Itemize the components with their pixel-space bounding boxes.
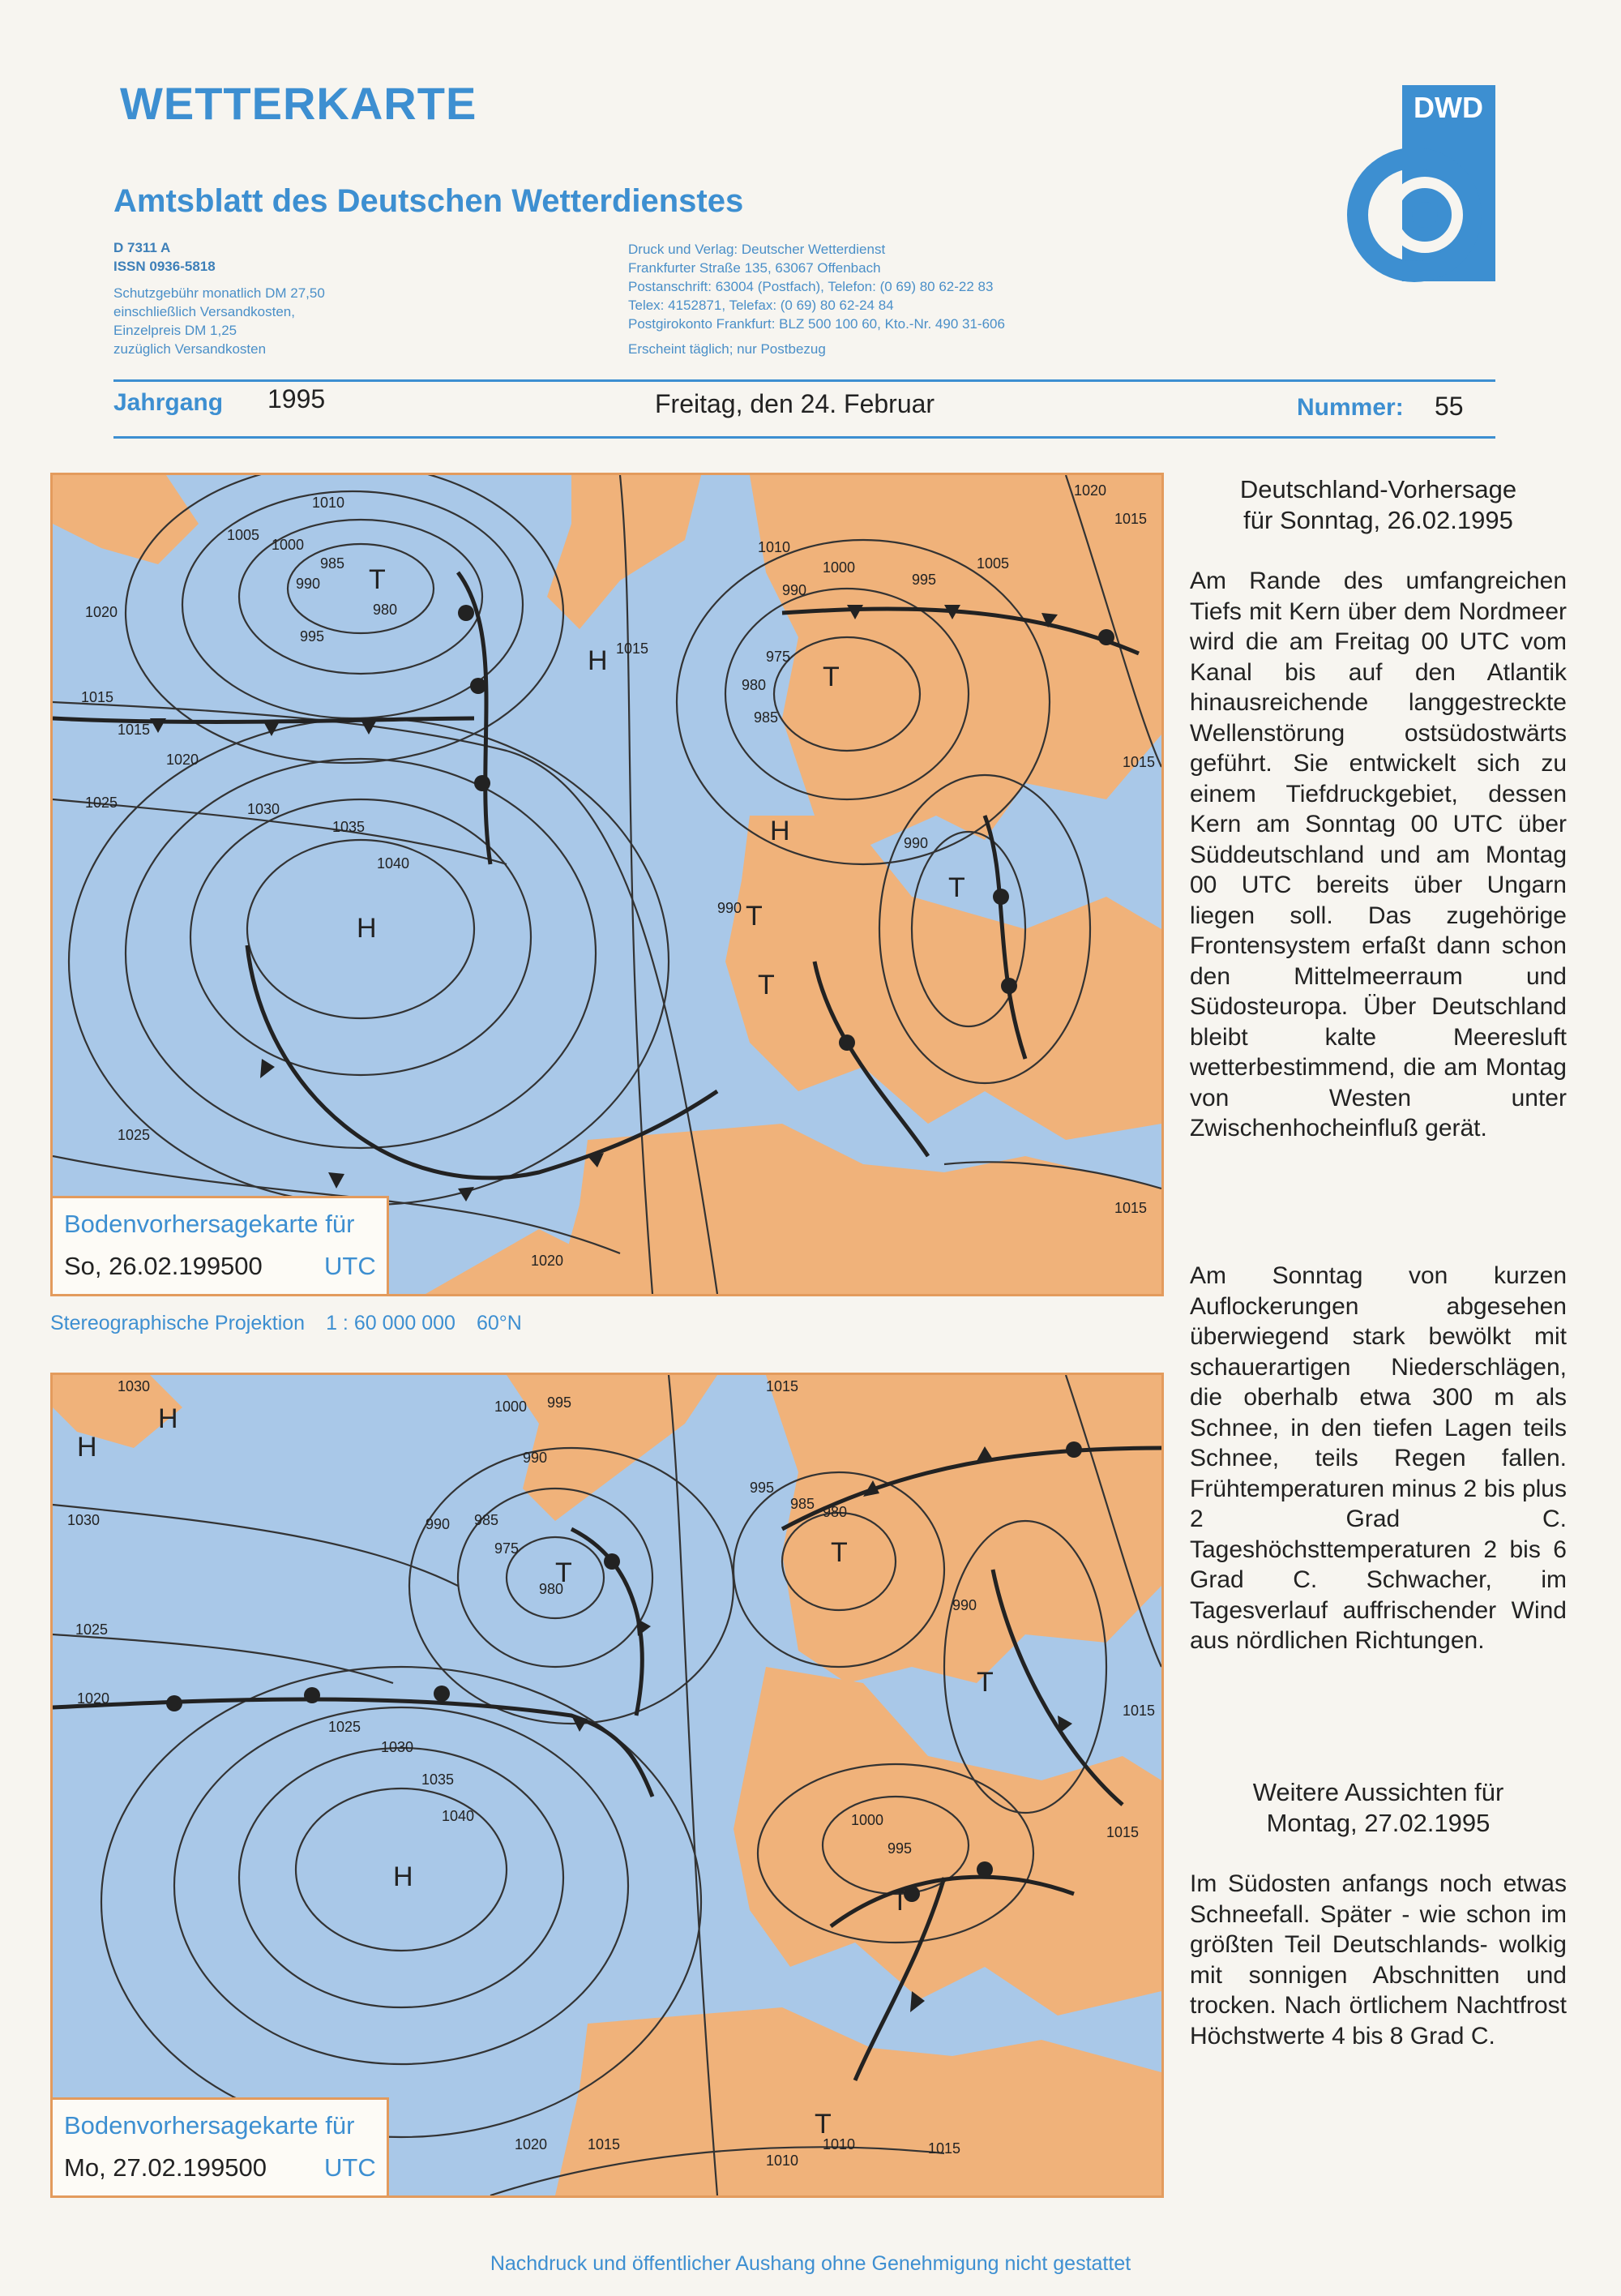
info-line: zuzüglich Versandkosten <box>113 341 267 357</box>
isobar-label: 1015 <box>588 2136 621 2152</box>
isobar-label: 995 <box>912 572 937 588</box>
info-line: Telex: 4152871, Telefax: (0 69) 80 62-24 84 <box>628 298 894 313</box>
isobar-label: 1020 <box>166 752 199 768</box>
isobar-label: 995 <box>547 1394 572 1411</box>
caption-date-value: Mo, 27.02.1995 <box>64 2153 239 2182</box>
isobar-label: 990 <box>426 1516 451 1532</box>
isobar-label: 1000 <box>851 1812 884 1828</box>
isobar-label: 1040 <box>377 855 410 872</box>
isobar-label: 1010 <box>758 539 791 555</box>
info-line: Postgirokonto Frankfurt: BLZ 500 100 60, Kto.-Nr. 490 31-606 <box>628 316 1005 332</box>
isobar-label: 990 <box>952 1597 977 1613</box>
caption-title: Bodenvorhersagekarte für <box>64 2111 355 2140</box>
forecast-heading-sunday <box>1190 474 1567 536</box>
subscription-info <box>113 238 325 358</box>
isobar-label: 1015 <box>616 640 649 657</box>
isobar-label: 1015 <box>928 2140 961 2157</box>
publication-title: WETTERKARTE <box>120 78 477 129</box>
header-divider <box>113 379 1495 382</box>
isobar-label: 1030 <box>118 1378 151 1394</box>
isobar-label: 975 <box>494 1540 520 1557</box>
isobar-label: 1015 <box>1114 511 1148 527</box>
isobar-label: 1030 <box>67 1512 101 1528</box>
isobar-label: 1015 <box>1123 754 1156 770</box>
dwd-logo-icon <box>1329 85 1499 288</box>
info-line: Einzelpreis DM 1,25 <box>113 323 237 338</box>
isobar-label: 980 <box>539 1581 564 1597</box>
isobar-label: 1000 <box>494 1399 528 1415</box>
heading-line: Montag, 27.02.1995 <box>1266 1809 1491 1837</box>
caption-utc: UTC <box>324 2153 376 2182</box>
isobar-label: 975 <box>766 649 791 665</box>
logo-text: DWD <box>1414 91 1483 124</box>
isobar-label: 980 <box>742 677 767 693</box>
heading-line: Deutschland-Vorhersage <box>1239 475 1517 503</box>
isobar-label: 990 <box>904 835 929 851</box>
info-line: Postanschrift: 63004 (Postfach), Telefon: (0 69) 80 62-22 83 <box>628 279 994 294</box>
isobar-label: 980 <box>373 602 398 618</box>
caption-time: 00 <box>234 1252 263 1280</box>
header-divider <box>113 436 1495 439</box>
isobar-label: 985 <box>320 555 345 572</box>
pressure-center-low: T <box>555 1557 572 1588</box>
isobar-label: 1030 <box>381 1739 414 1755</box>
isobar-label: 1025 <box>118 1127 151 1143</box>
isobar-label: 1010 <box>766 2152 799 2169</box>
isobar-label: 1030 <box>247 801 280 817</box>
pressure-center-low: T <box>815 2109 832 2140</box>
isobar-label: 1020 <box>531 1253 564 1269</box>
heading-line: für Sonntag, 26.02.1995 <box>1243 506 1513 534</box>
pressure-center-low: T <box>823 662 840 692</box>
forecast-map-monday <box>50 1373 1164 2198</box>
isobar-label: 990 <box>717 900 742 916</box>
isobar-label: 1025 <box>328 1719 361 1735</box>
pressure-center-low: T <box>746 901 763 932</box>
isobar-label: 1035 <box>332 819 366 835</box>
caption-date <box>64 2153 267 2182</box>
pressure-center-low: T <box>977 1667 994 1698</box>
projection-name: Stereographische Projektion <box>50 1312 306 1334</box>
isobar-label: 1020 <box>85 604 118 620</box>
isobar-label: 995 <box>750 1480 775 1496</box>
publisher-info <box>628 240 1005 358</box>
map-caption <box>53 2097 389 2195</box>
isobar-label: 1015 <box>766 1378 799 1394</box>
jahrgang-label: Jahrgang <box>113 389 224 416</box>
info-line: D 7311 A <box>113 240 171 255</box>
pressure-center-low: T <box>831 1537 848 1568</box>
caption-time: 00 <box>238 2153 267 2182</box>
info-line: einschließlich Versandkosten, <box>113 304 295 319</box>
isobar-label: 1025 <box>85 795 118 811</box>
isobar-label: 1015 <box>1114 1200 1148 1216</box>
isobar-label: 1005 <box>977 555 1010 572</box>
copyright-footer: Nachdruck und öffentlicher Aushang ohne Genehmigung nicht gestattet <box>490 2252 1131 2275</box>
pressure-center-low: T <box>758 970 775 1000</box>
isobar-label: 1015 <box>81 689 114 705</box>
pressure-center-high: H <box>77 1432 97 1463</box>
pressure-center-high: H <box>158 1403 178 1434</box>
forecast-paragraph-synopsis: Am Rande des umfangreichen Tiefs mit Kern über dem Nordmeer wird die am Freitag 00 UTC vom Kanal bis auf den Atlantik hinausreichende langgestreckte Wellenstörung ostsüdostwärts geführt. Sie entwickelt sich zu einem Tiefdruckgebiet, dessen Kern am Sonntag 00 UTC über Süddeutschland und am Montag 00 UTC bereits über Ungarn liegen soll. Das zugehörige Frontensystem erfaßt dann schon den Mittelmeerraum und Südosteuropa. Über Deutschland bleibt kalte Meeresluft wetterbestimmend, die am Montag von Westen unter Zwischenhocheinfluß gerät. <box>1190 568 1567 1142</box>
pressure-center-high: H <box>357 913 377 944</box>
nummer-label: Nummer: <box>1297 394 1404 421</box>
info-line: Schutzgebühr monatlich DM 27,50 <box>113 285 325 301</box>
forecast-heading-monday <box>1190 1777 1567 1839</box>
info-line: Erscheint täglich; nur Postbezug <box>628 341 826 357</box>
isobar-label: 980 <box>823 1504 848 1520</box>
isobar-label: 1040 <box>442 1808 475 1824</box>
info-line: Frankfurter Straße 135, 63067 Offenbach <box>628 260 881 276</box>
isobar-label: 1015 <box>118 722 151 738</box>
isobar-label: 990 <box>782 582 807 598</box>
map-drawing <box>53 475 1161 1294</box>
map-caption <box>53 1196 389 1294</box>
pressure-center-high: H <box>588 645 608 676</box>
pressure-center-low: T <box>369 564 386 595</box>
projection-latitude: 60°N <box>476 1312 522 1334</box>
isobar-label: 1015 <box>1106 1824 1140 1840</box>
isobar-label: 1010 <box>312 495 345 511</box>
isobar-label: 995 <box>300 628 325 645</box>
caption-title: Bodenvorhersagekarte für <box>64 1210 355 1238</box>
forecast-paragraph-sunday: Am Sonntag von kurzen Auflockerungen abgesehen überwiegend stark bewölkt mit schauerartigen Niederschlägen, die oberhalb etwa 300 m als Schnee, in den tiefen Lagen teils Schnee, teils Regen fallen. Frühtemperaturen minus 2 bis plus 2 Grad C. Tageshöchsttemperaturen 2 bis 6 Grad C. Schwacher, im Tagesverlauf auffrischender Wind aus nördlichen Richtungen. <box>1190 1262 1567 1654</box>
pressure-center-low: T <box>948 872 965 903</box>
isobar-label: 1020 <box>515 2136 548 2152</box>
isobar-label: 1035 <box>421 1771 455 1788</box>
isobar-label: 1005 <box>227 527 260 543</box>
isobar-label: 1020 <box>77 1690 110 1707</box>
isobar-label: 1025 <box>75 1621 109 1638</box>
forecast-paragraph-monday: Im Südosten anfangs noch etwas Schneefall. Später - wie schon im größten Teil Deutschlands- wolkig mit sonnigen Abschnitten und trocken. Nach örtlichem Nachtfrost Höchstwerte 4 bis 8 Grad C. <box>1190 1870 1567 2050</box>
isobar-label: 985 <box>790 1496 815 1512</box>
isobar-label: 1000 <box>272 537 305 553</box>
publication-subtitle: Amtsblatt des Deutschen Wetterdienstes <box>113 183 744 219</box>
caption-date-value: So, 26.02.1995 <box>64 1252 235 1280</box>
isobar-label: 1020 <box>1074 482 1107 499</box>
caption-utc: UTC <box>324 1252 376 1280</box>
forecast-map-sunday <box>50 473 1164 1296</box>
info-line: ISSN 0936-5818 <box>113 259 216 274</box>
isobar-label: 985 <box>754 709 779 726</box>
jahrgang-value: 1995 <box>267 384 326 413</box>
caption-date <box>64 1252 263 1281</box>
info-line: Druck und Verlag: Deutscher Wetterdienst <box>628 242 886 257</box>
heading-line: Weitere Aussichten für <box>1252 1778 1504 1806</box>
pressure-center-low: T <box>892 1886 909 1917</box>
isobar-label: 1015 <box>1123 1703 1156 1719</box>
isobar-label: 1000 <box>823 559 856 576</box>
isobar-label: 990 <box>296 576 321 592</box>
pressure-center-high: H <box>393 1861 413 1892</box>
isobar-label: 1010 <box>823 2136 856 2152</box>
projection-note <box>50 1312 543 1335</box>
issue-date: Freitag, den 24. Februar <box>655 389 935 418</box>
projection-scale: 1 : 60 000 000 <box>326 1312 456 1334</box>
isobar-label: 995 <box>887 1840 913 1857</box>
isobar-label: 990 <box>523 1450 548 1466</box>
pressure-center-high: H <box>770 816 790 846</box>
nummer-value: 55 <box>1435 392 1464 421</box>
isobar-label: 985 <box>474 1512 499 1528</box>
map-drawing <box>53 1375 1161 2195</box>
